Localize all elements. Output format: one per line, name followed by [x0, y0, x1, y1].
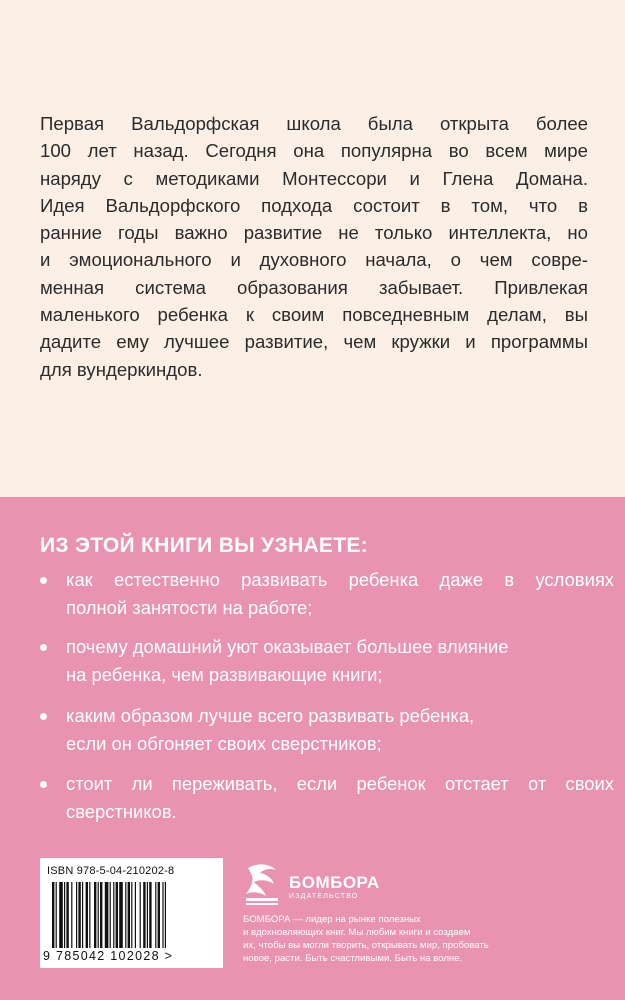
blurb-line: и вдохновляющих книг. Мы любим книги и создаем [243, 927, 471, 938]
bullet-dot-icon [40, 644, 47, 651]
barcode-digits: 9 785042 102028 > [43, 949, 174, 963]
intro-text [40, 110, 588, 383]
bullet-dot-icon [40, 577, 47, 584]
bullet-line: почему домашний уют оказывает большее влияние [66, 636, 509, 657]
barcode-icon [52, 882, 212, 948]
learn-heading: ИЗ ЭТОЙ КНИГИ ВЫ УЗНАЕТЕ: [40, 534, 368, 557]
bullet-line: как естественно развивать ребенка даже в условиях [66, 569, 614, 590]
publisher-name: БОМБОРА [289, 873, 380, 892]
bullet-line: стоит ли переживать, если ребенок отстает от своих [66, 773, 614, 794]
blurb-line: новое, расти. Быть счастливыми. Быть на волне. [243, 953, 463, 964]
intro-line: дадите ему лучшее развитие, чем кружки и программы [40, 331, 588, 353]
bullet-item [40, 566, 614, 621]
intro-line: 100 лет назад. Сегодня она популярна во всем мире [40, 140, 588, 162]
bullet-line: на ребенка, чем развивающие книги; [66, 663, 383, 685]
intro-line: Идея Вальдорфского подхода состоит в том, что в [40, 194, 588, 216]
isbn-text: ISBN 978-5-04-210202-8 [47, 865, 175, 877]
bullet-line: если он обгоняет своих сверстников; [66, 732, 382, 754]
bullet-item [40, 633, 614, 688]
bullet-item [40, 702, 614, 757]
bullet-line: полной занятости на работе; [66, 596, 313, 618]
intro-line: менная система образования забывает. Привлекая [40, 276, 588, 298]
bullet-line: каким образом лучше всего развивать ребенка, [66, 705, 475, 726]
bullet-item [40, 770, 614, 825]
publisher-blurb [243, 913, 523, 965]
bullet-line: сверстников. [66, 800, 177, 822]
blurb-line: БОМБОРА — лидер на рынке полезных [243, 914, 421, 925]
blurb-line: их, чтобы вы могли творить, открывать мир, пробовать [243, 940, 489, 951]
barcode-box [40, 858, 223, 968]
intro-line: ранние годы важно развитие не только интеллекта, но [40, 222, 588, 244]
intro-line: маленького ребенка к своим повседневным делам, вы [40, 304, 588, 326]
publisher-subtitle: ИЗДАТЕЛЬСТВО [289, 893, 359, 900]
bullet-dot-icon [40, 713, 47, 720]
bullet-dot-icon [40, 781, 47, 788]
intro-line: Первая Вальдорфская школа была открыта более [40, 113, 588, 134]
intro-line: и эмоционального и духовного начала, о чем совре- [40, 249, 588, 271]
intro-line: для вундеркиндов. [40, 358, 203, 380]
intro-line: наряду с методиками Монтессори и Глена Домана. [40, 167, 588, 189]
